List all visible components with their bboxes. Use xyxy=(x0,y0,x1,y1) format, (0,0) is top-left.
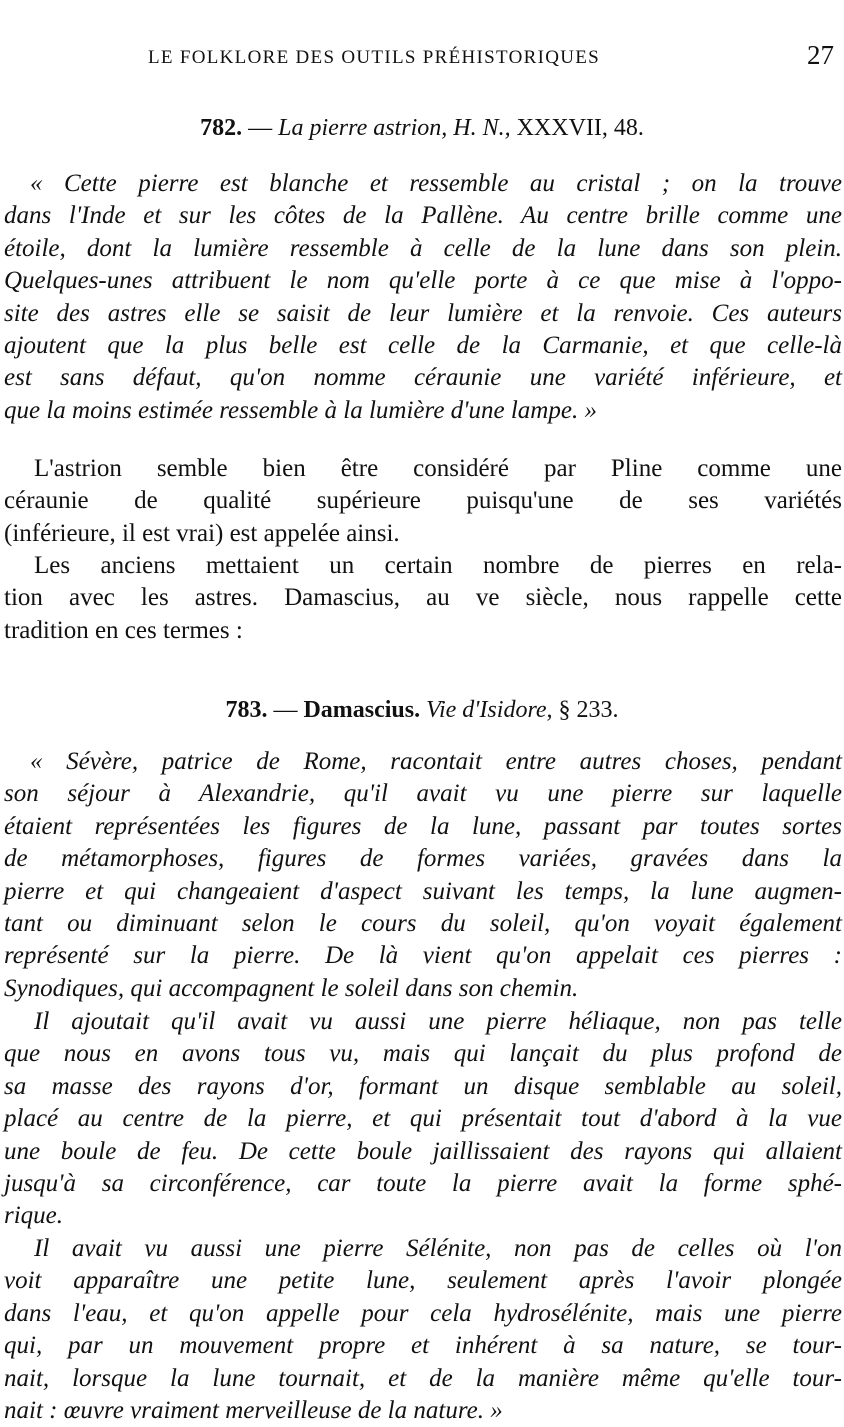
section-782-dash: — xyxy=(242,115,279,141)
section-783-heading xyxy=(0,697,844,724)
text-line: céraunie de qualité supérieure puisqu'une de ses variétés xyxy=(4,487,842,515)
section-783-ref: § 233. xyxy=(552,697,619,723)
text-line: Quelques-unes attribuent le nom qu'elle porte à ce que mise à l'oppo- xyxy=(4,267,842,295)
section-783-number: 783. xyxy=(225,697,268,723)
text-line: que la moins estimée ressemble à la lumière d'une lampe. » xyxy=(4,396,597,424)
text-line: étoile, dont la lumière ressemble à celle de la lune dans son plein. xyxy=(4,234,842,262)
section-783-dash: — xyxy=(267,697,304,723)
text-line: nait, lorsque la lune tournait, et de la manière même qu'elle tour- xyxy=(4,1364,842,1392)
quote-783-paragraph-3 xyxy=(4,1233,842,1427)
text-line: (inférieure, il est vrai) est appelée ainsi. xyxy=(4,519,400,547)
text-line: nait : œuvre vraiment merveilleuse de la nature. » xyxy=(4,1397,503,1425)
text-line: voit apparaître une petite lune, seulement après l'avoir plongée xyxy=(4,1267,842,1295)
text-line: Il avait vu aussi une pierre Sélénite, non pas de celles où l'on xyxy=(34,1235,842,1262)
running-head xyxy=(0,40,844,80)
section-783-author: Damascius. xyxy=(303,697,421,723)
text-line: tion avec les astres. Damascius, au ve siècle, nous rappelle cette xyxy=(4,584,842,612)
section-782-title: La pierre astrion, H. N., xyxy=(278,115,511,141)
quote-782 xyxy=(4,168,842,427)
text-line: Les anciens mettaient un certain nombre de pierres en rela- xyxy=(34,552,842,579)
paragraph-astrion xyxy=(4,453,842,550)
text-line: son séjour à Alexandrie, qu'il avait vu une pierre sur laquelle xyxy=(4,780,842,808)
text-line: pierre et qui changeaient d'aspect suivant les temps, la lune augmen- xyxy=(4,877,842,905)
section-782-number: 782. xyxy=(200,115,243,141)
text-line: est sans défaut, qu'on nomme céraunie une variété inférieure, et xyxy=(4,364,842,392)
text-line: que nous en avons tous vu, mais qui lançait du plus profond de xyxy=(4,1040,842,1068)
text-line: une boule de feu. De cette boule jaillissaient des rayons qui allaient xyxy=(4,1137,842,1165)
text-line: « Sévère, patrice de Rome, racontait entre autres choses, pendant xyxy=(30,748,842,775)
running-title: LE FOLKLORE DES OUTILS PRÉHISTORIQUES xyxy=(148,47,601,68)
paragraph-anciens xyxy=(4,550,842,647)
text-line: dans l'Inde et sur les côtes de la Pallène. Au centre brille comme une xyxy=(4,202,842,230)
text-line: Il ajoutait qu'il avait vu aussi une pierre héliaque, non pas telle xyxy=(34,1008,842,1035)
text-line: de métamorphoses, figures de formes variées, gravées dans la xyxy=(4,845,842,873)
text-line: représenté sur la pierre. De là vient qu'on appelait ces pierres : xyxy=(4,942,842,970)
text-line: rique. xyxy=(4,1202,64,1230)
section-782-heading xyxy=(0,115,844,142)
text-line: dans l'eau, et qu'on appelle pour cela hydrosélénite, mais une pierre xyxy=(4,1299,842,1327)
text-line: étaient représentées les figures de la lune, passant par toutes sortes xyxy=(4,812,842,840)
text-line: sa masse des rayons d'or, formant un disque semblable au soleil, xyxy=(4,1072,842,1100)
quote-783-paragraph-1 xyxy=(4,746,842,1005)
text-line: « Cette pierre est blanche et ressemble au cristal ; on la trouve xyxy=(30,170,842,197)
text-line: tradition en ces termes : xyxy=(4,616,243,644)
section-782-ref: XXXVII, 48. xyxy=(510,115,644,141)
text-line: qui, par un mouvement propre et inhérent à sa nature, se tour- xyxy=(4,1332,842,1360)
text-line: tant ou diminuant selon le cours du soleil, qu'on voyait également xyxy=(4,910,842,938)
text-line: jusqu'à sa circonférence, car toute la pierre avait la forme sphé- xyxy=(4,1170,842,1198)
section-783-title: Vie d'Isidore, xyxy=(420,697,553,723)
text-line: ajoutent que la plus belle est celle de la Carmanie, et que celle-là xyxy=(4,332,842,360)
text-line: site des astres elle se saisit de leur lumière et la renvoie. Ces auteurs xyxy=(4,299,842,327)
text-line: Synodiques, qui accompagnent le soleil dans son chemin. xyxy=(4,974,579,1002)
text-line: L'astrion semble bien être considéré par Pline comme une xyxy=(34,455,842,482)
text-line: placé au centre de la pierre, et qui présentait tout d'abord à la vue xyxy=(4,1105,842,1133)
page-number: 27 xyxy=(807,40,834,70)
quote-783-paragraph-2 xyxy=(4,1006,842,1233)
